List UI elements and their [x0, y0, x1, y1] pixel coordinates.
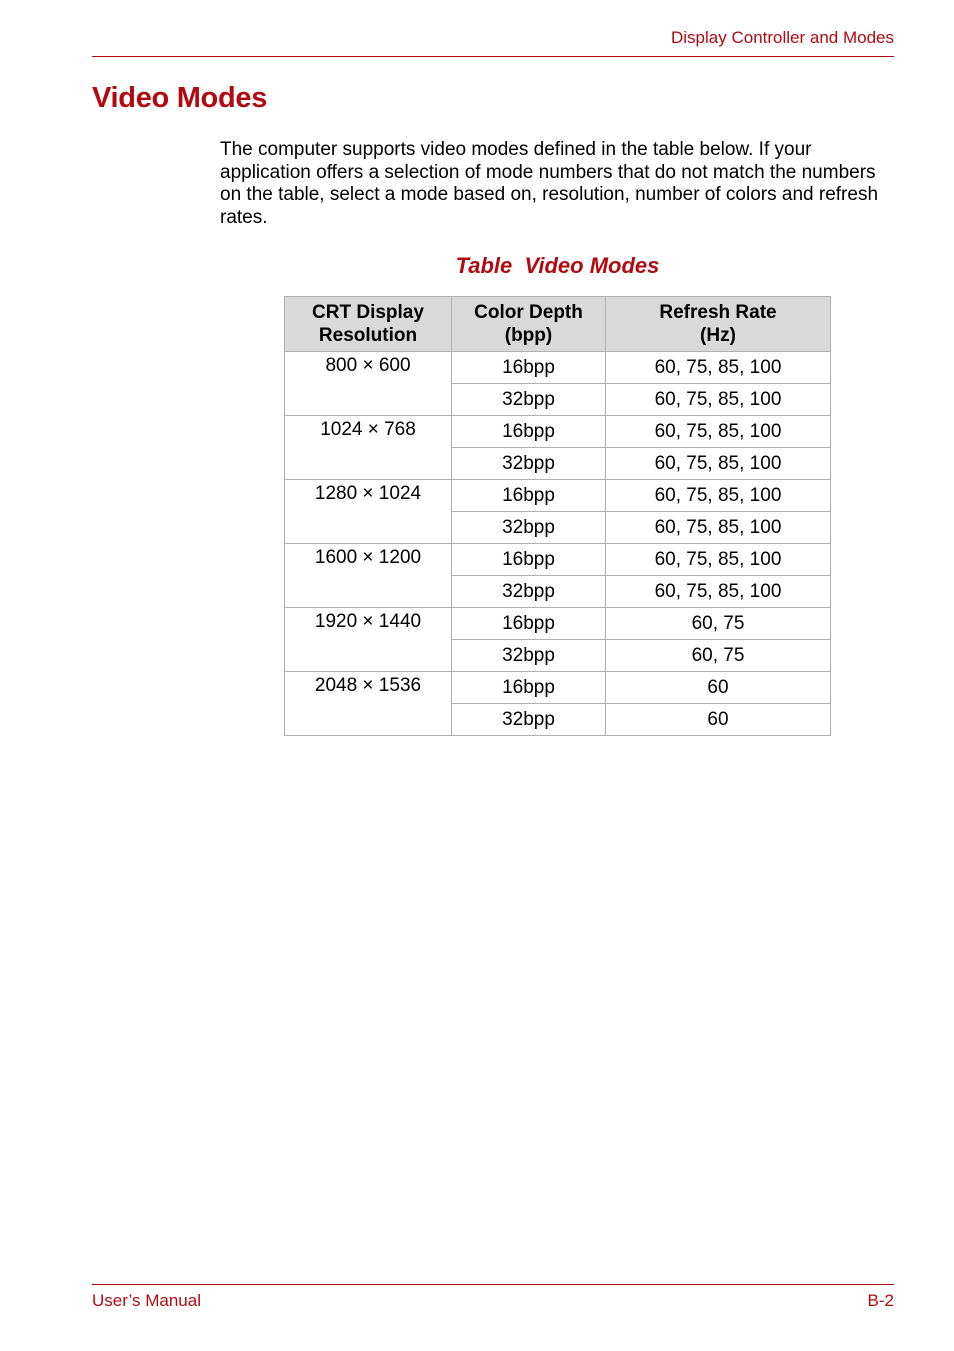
- table-row: [285, 608, 831, 640]
- table-row: [285, 352, 831, 384]
- depth-cell: 32bpp: [452, 704, 606, 736]
- header-refresh-line2: (Hz): [700, 325, 736, 346]
- table-caption: Table Video Modes: [455, 253, 660, 278]
- depth-cell: 16bpp: [452, 544, 606, 576]
- header-refresh-line1: Refresh Rate: [659, 302, 777, 323]
- depth-cell: 32bpp: [452, 512, 606, 544]
- refresh-cell: 60, 75: [606, 640, 831, 672]
- depth-cell: 32bpp: [452, 448, 606, 480]
- table-row: [285, 416, 831, 448]
- footer-manual-title: User’s Manual: [92, 1291, 201, 1310]
- resolution-cell: 1600 × 1200: [285, 544, 452, 608]
- resolution-cell: 1024 × 768: [285, 416, 452, 480]
- table-row: [285, 544, 831, 576]
- refresh-cell: 60, 75, 85, 100: [606, 384, 831, 416]
- depth-cell: 16bpp: [452, 672, 606, 704]
- refresh-cell: 60, 75, 85, 100: [606, 448, 831, 480]
- resolution-cell: 2048 × 1536: [285, 672, 452, 736]
- header-refresh: [606, 297, 831, 352]
- page-number: B-2: [867, 1291, 894, 1310]
- header-resolution-line2: Resolution: [318, 325, 418, 346]
- refresh-cell: 60: [606, 672, 831, 704]
- header-divider: [92, 56, 894, 57]
- footer-divider: [92, 1284, 894, 1285]
- refresh-cell: 60, 75, 85, 100: [606, 352, 831, 384]
- refresh-cell: 60, 75, 85, 100: [606, 576, 831, 608]
- depth-cell: 16bpp: [452, 480, 606, 512]
- header-depth-line2: (bpp): [504, 325, 553, 346]
- refresh-cell: 60, 75, 85, 100: [606, 480, 831, 512]
- header-depth-line1: Color Depth: [474, 302, 583, 323]
- depth-cell: 32bpp: [452, 384, 606, 416]
- refresh-cell: 60, 75, 85, 100: [606, 416, 831, 448]
- page-title: Video Modes: [92, 82, 268, 114]
- header-depth: [452, 297, 606, 352]
- running-header: Display Controller and Modes: [671, 28, 894, 47]
- table-row: [285, 480, 831, 512]
- resolution-cell: 1280 × 1024: [285, 480, 452, 544]
- depth-cell: 32bpp: [452, 640, 606, 672]
- video-modes-table: [284, 296, 831, 736]
- refresh-cell: 60, 75, 85, 100: [606, 512, 831, 544]
- intro-paragraph: The computer supports video modes defined in the table below. If your application offers a selection of mode numbers that do not match the numbers on the table, select a mode based on, resolution, number of colors and refresh rates.: [220, 139, 879, 228]
- depth-cell: 16bpp: [452, 416, 606, 448]
- refresh-cell: 60, 75, 85, 100: [606, 544, 831, 576]
- header-resolution-line1: CRT Display: [312, 302, 424, 323]
- header-resolution: [285, 297, 452, 352]
- resolution-cell: 1920 × 1440: [285, 608, 452, 672]
- depth-cell: 16bpp: [452, 608, 606, 640]
- table-header-row: [285, 297, 831, 352]
- refresh-cell: 60, 75: [606, 608, 831, 640]
- table-row: [285, 672, 831, 704]
- depth-cell: 16bpp: [452, 352, 606, 384]
- refresh-cell: 60: [606, 704, 831, 736]
- depth-cell: 32bpp: [452, 576, 606, 608]
- resolution-cell: 800 × 600: [285, 352, 452, 416]
